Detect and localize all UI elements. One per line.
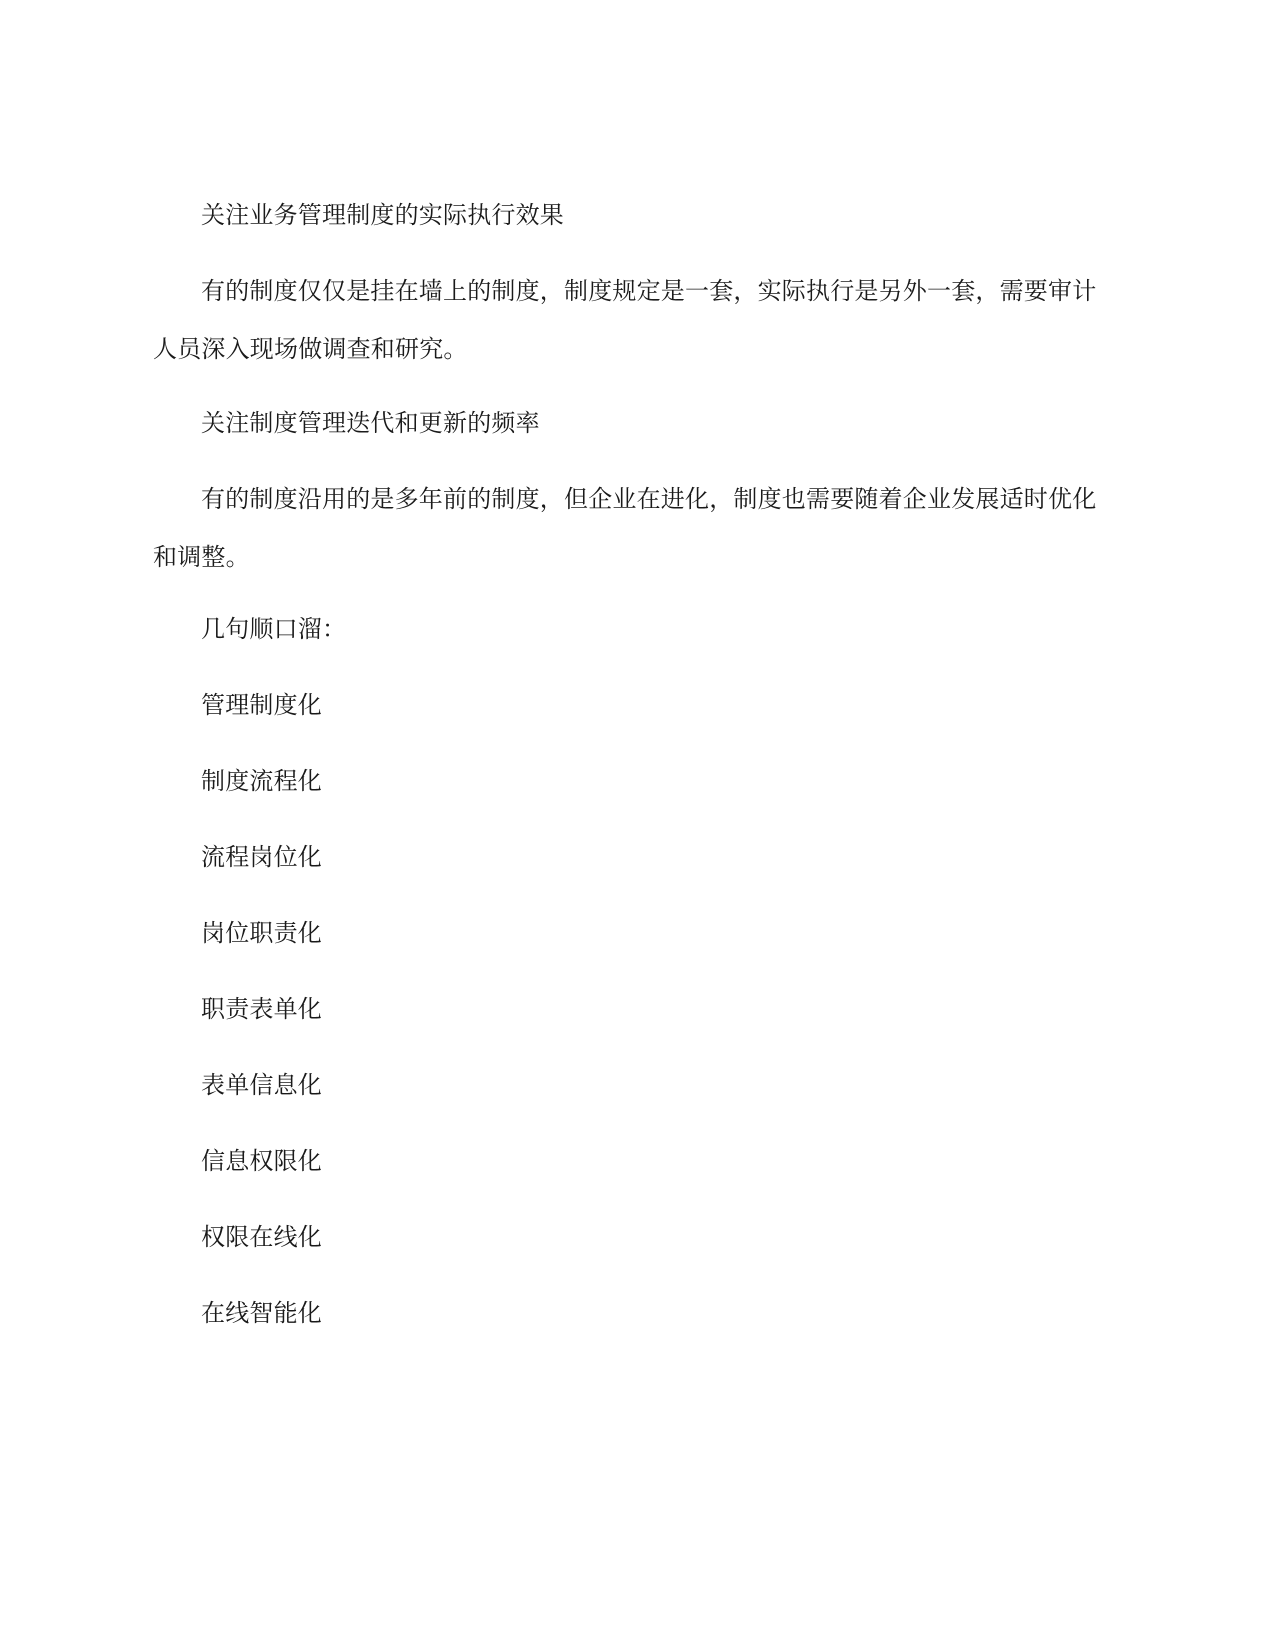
slogan-line: 流程岗位化 [201, 843, 322, 871]
slogan-line: 制度流程化 [201, 767, 322, 795]
slogan-line: 管理制度化 [201, 691, 322, 719]
slogan-line: 在线智能化 [201, 1299, 322, 1327]
paragraph-update-detail: 有的制度沿用的是多年前的制度，但企业在进化，制度也需要随着企业发展适时优化和调整。 [153, 485, 1097, 571]
heading-update-frequency: 关注制度管理迭代和更新的频率 [201, 409, 540, 437]
paragraph-execution-detail: 有的制度仅仅是挂在墙上的制度，制度规定是一套，实际执行是另外一套，需要审计人员深入现场做调查和研究。 [153, 277, 1097, 363]
slogan-intro: 几句顺口溜： [201, 615, 347, 643]
slogan-line: 信息权限化 [201, 1147, 322, 1175]
slogan-line: 表单信息化 [201, 1071, 322, 1099]
slogan-line: 职责表单化 [201, 995, 322, 1023]
slogan-line: 权限在线化 [201, 1223, 322, 1251]
slogan-line: 岗位职责化 [201, 919, 322, 947]
heading-execution-effect: 关注业务管理制度的实际执行效果 [201, 201, 564, 229]
